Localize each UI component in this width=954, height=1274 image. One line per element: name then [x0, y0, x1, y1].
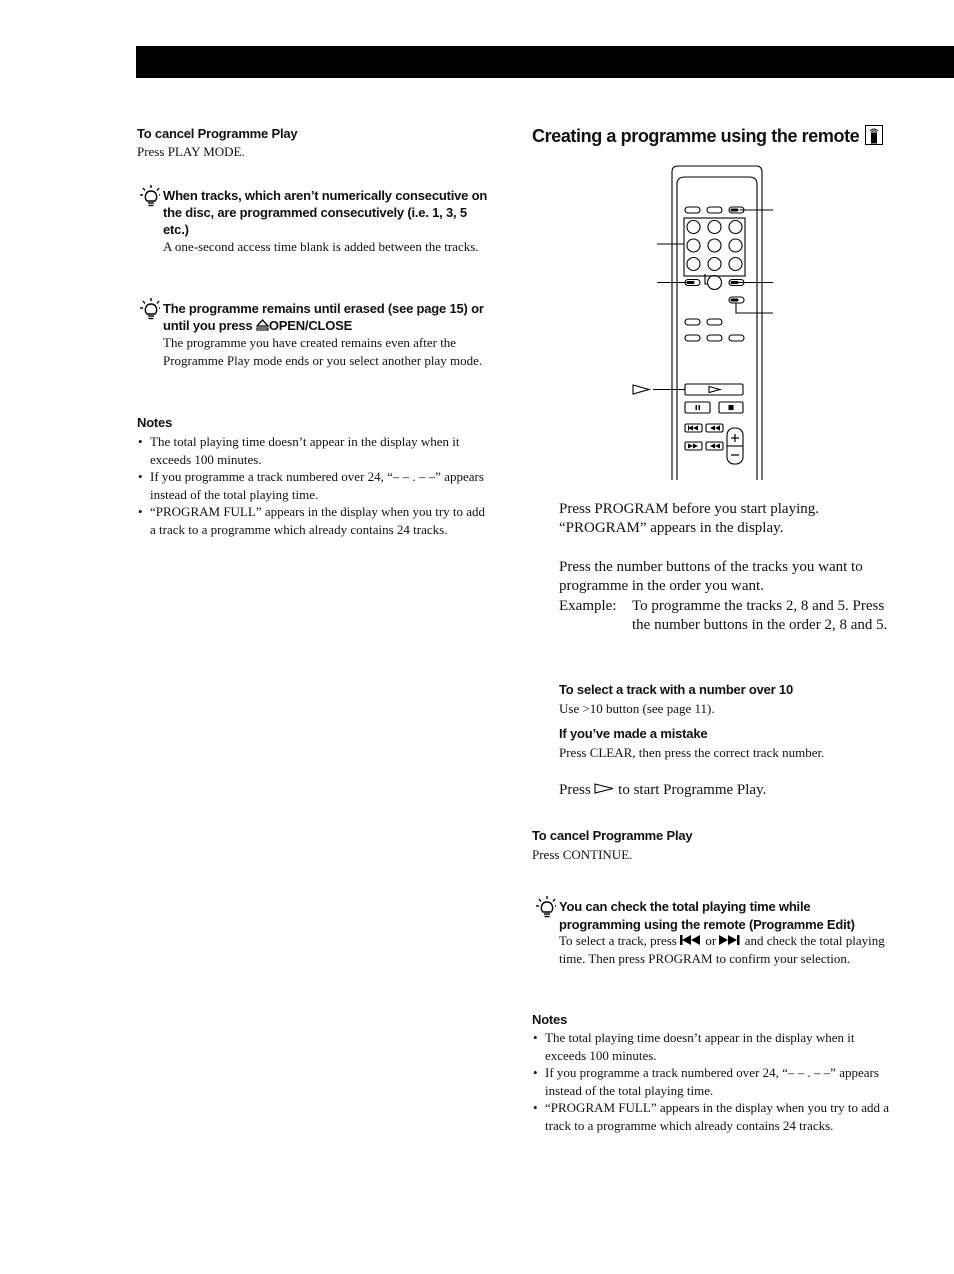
tip2-heading: The programme remains until erased (see page 15) or until you press OPEN/CLOSE	[163, 301, 484, 333]
cancel-heading: To cancel Programme Play	[137, 126, 298, 141]
notes-list	[532, 1029, 890, 1134]
next-track-icon	[719, 935, 741, 945]
example-label: Example:	[559, 598, 617, 614]
tip-heading: You can check the total playing time while programming using the remote (Programme Edit)	[559, 899, 855, 932]
tip1-text: A one-second access time blank is added between the tracks.	[163, 239, 479, 254]
section-title: Creating a programme using the remote	[532, 125, 883, 147]
remote-diagram	[625, 160, 785, 485]
example-text: To programme the tracks 2, 8 and 5. Press the number buttons in the order 2, 8 and 5.	[632, 598, 888, 633]
select-track-text: Use >10 button (see page 11).	[559, 701, 715, 716]
tip-text: To select a track, press or and check the total playing time. Then press PROGRAM to confirm your selection.	[559, 933, 885, 966]
step-1-text: Press PROGRAM before you start playing. “PROGRAM” appears in the display.	[559, 501, 819, 536]
select-track-heading: To select a track with a number over 10	[559, 682, 793, 697]
tip1-heading: When tracks, which aren’t numerically consecutive on the disc, are programmed consecutively (i.e. 1, 3, 5 etc.)	[163, 188, 488, 237]
eject-icon	[256, 319, 269, 331]
play-icon	[594, 783, 614, 794]
note-item: • The total playing time doesn’t appear in the display when it exceeds 100 minutes.	[532, 1029, 890, 1064]
step-2-text: Press the number buttons of the tracks you want to programme in the order you want.	[559, 559, 863, 594]
note-item: • If you programme a track numbered over 24, “– – . – –” appears instead of the total playing time.	[532, 1064, 890, 1099]
header-bar	[136, 46, 954, 78]
notes-list	[137, 433, 492, 538]
notes-heading: Notes	[532, 1012, 568, 1027]
note-item: • “PROGRAM FULL” appears in the display when you try to add a track to a programme which already contains 24 tracks.	[137, 503, 492, 538]
mistake-heading: If you’ve made a mistake	[559, 726, 708, 741]
tip-lightbulb-icon	[138, 297, 160, 321]
tip-lightbulb-icon	[138, 184, 160, 208]
note-item: • The total playing time doesn’t appear in the display when it exceeds 100 minutes.	[137, 433, 492, 468]
remote-control-icon	[865, 125, 883, 145]
step-3-text: Press to start Programme Play.	[559, 782, 767, 798]
previous-track-icon	[680, 935, 702, 945]
note-item: • If you programme a track numbered over 24, “– – . – –” appears instead of the total playing time.	[137, 468, 492, 503]
cancel-text: Press CONTINUE.	[532, 847, 633, 862]
cancel-heading: To cancel Programme Play	[532, 828, 693, 843]
mistake-text: Press CLEAR, then press the correct track number.	[559, 745, 825, 760]
cancel-text: Press PLAY MODE.	[137, 144, 245, 159]
tip-lightbulb-icon	[534, 895, 556, 919]
note-item: • “PROGRAM FULL” appears in the display when you try to add a track to a programme which already contains 24 tracks.	[532, 1099, 890, 1134]
notes-heading: Notes	[137, 415, 173, 430]
tip2-text: The programme you have created remains even after the Programme Play mode ends or you select another play mode.	[163, 335, 483, 368]
